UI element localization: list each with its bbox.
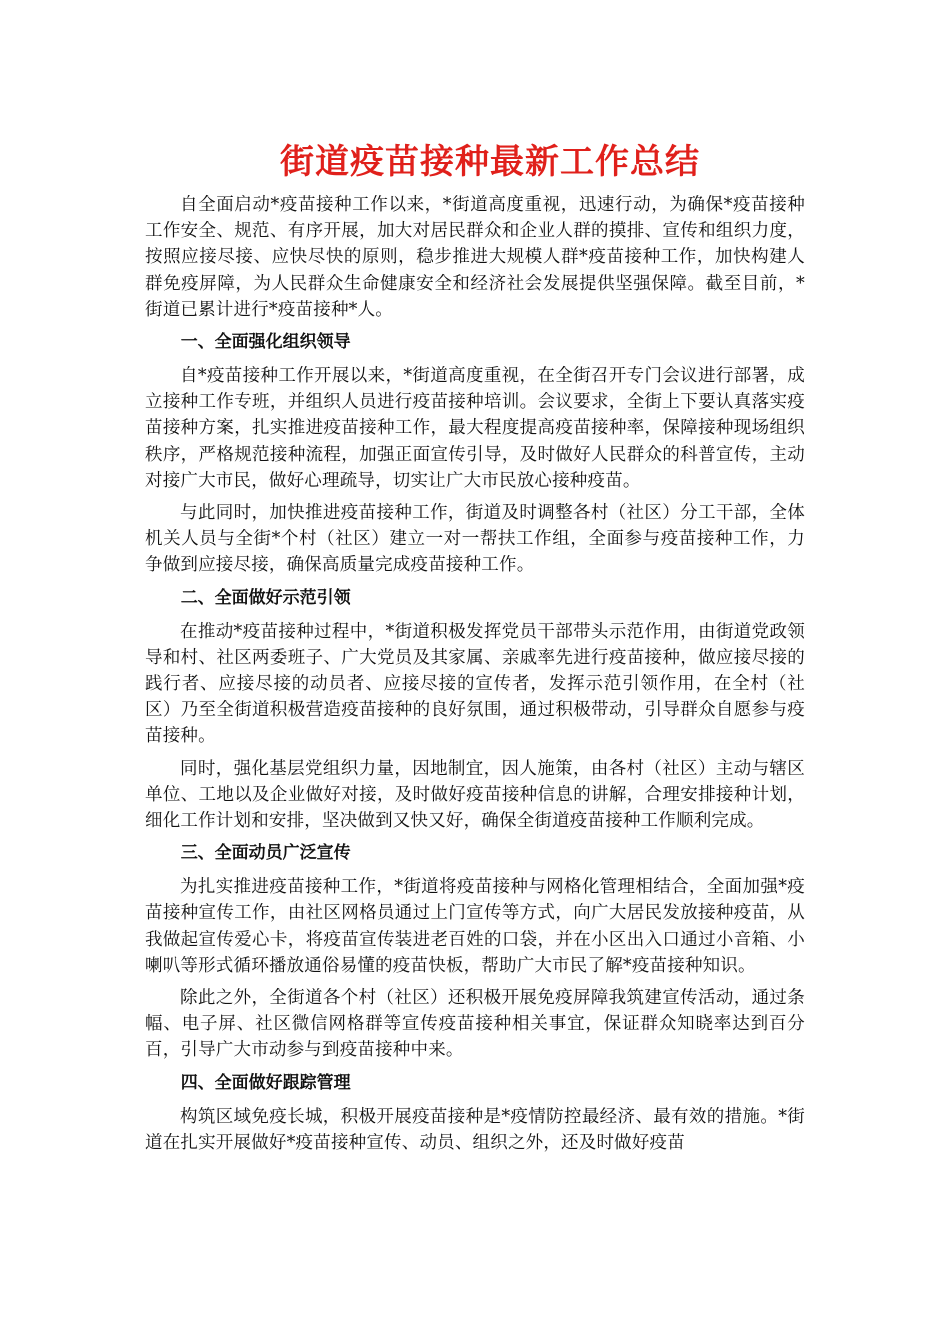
section-heading-3: 三、全面动员广泛宣传	[180, 843, 351, 864]
section-heading-2: 二、全面做好示范引领	[180, 587, 351, 608]
section-2-paragraph-2: 同时，强化基层党组织力量，因地制宜，因人施策，由各村（社区）主动与辖区单位、工地以及企业做好对接，及时做好疫苗接种信息的讲解，合理安排接种计划，细化工作计划和安排，坚决做到又快又好，确保全街道疫苗接种工作顺利完成。	[145, 758, 805, 832]
section-heading-1: 一、全面强化组织领导	[180, 332, 351, 353]
intro-paragraph: 自全面启动*疫苗接种工作以来，*街道高度重视，迅速行动，为确保*疫苗接种工作安全、规范、有序开展，加大对居民群众和企业人群的摸排、宣传和组织力度，按照应接尽接、应快尽快的原则，稳步推进大规模人群*疫苗接种工作，加快构建人群免疫屏障，为人民群众生命健康安全和经济社会发展提供坚强保障。截至目前，*街道已累计进行*疫苗接种*人。	[145, 195, 805, 320]
section-3-paragraph-2: 除此之外，全街道各个村（社区）还积极开展免疫屏障我筑建宣传活动，通过条幅、电子屏、社区微信网格群等宣传疫苗接种相关事宜，保证群众知晓率达到百分百，引导广大市动参与到疫苗接种中来。	[145, 988, 805, 1061]
section-heading-4: 四、全面做好跟踪管理	[180, 1072, 351, 1093]
section-3-paragraph-1: 为扎实推进疫苗接种工作，*街道将疫苗接种与网格化管理相结合，全面加强*疫苗接种宣传工作，由社区网格员通过上门宣传等方式，向广大居民发放接种疫苗，从我做起宣传爱心卡，将疫苗宣传装进老百姓的口袋，并在小区出入口通过小音箱、小喇叭等形式循环播放通俗易懂的疫苗快板，帮助广大市民了解*疫苗接种知识。	[145, 877, 805, 976]
section-1-paragraph-2: 与此同时，加快推进疫苗接种工作，街道及时调整各村（社区）分工干部，全体机关人员与全街*个村（社区）建立一对一帮扶工作组，全面参与疫苗接种工作，力争做到应接尽接，确保高质量完成疫苗接种工作。	[145, 503, 805, 576]
section-2-paragraph-1: 在推动*疫苗接种过程中，*街道积极发挥党员干部带头示范作用，由街道党政领导和村、社区两委班子、广大党员及其家属、亲戚率先进行疫苗接种，做应接尽接的践行者、应接尽接的动员者、应接尽接的宣传者，发挥示范引领作用，在全村（社区）乃至全街道积极营造疫苗接种的良好氛围，通过积极带动，引导群众自愿参与疫苗接种。	[145, 621, 805, 747]
section-4-paragraph-1: 构筑区域免疫长城，积极开展疫苗接种是*疫情防控最经济、最有效的措施。*街道在扎实开展做好*疫苗接种宣传、动员、组织之外，还及时做好疫苗	[145, 1106, 805, 1153]
document-title: 街道疫苗接种最新工作总结	[280, 142, 700, 182]
section-1-paragraph-1: 自*疫苗接种工作开展以来，*街道高度重视，在全街召开专门会议进行部署，成立接种工作专班，并组织人员进行疫苗接种培训。会议要求，全街上下要认真落实疫苗接种方案，扎实推进疫苗接种工作，最大程度提高疫苗接种率，保障接种现场组织秩序，严格规范接种流程，加强正面宣传引导，及时做好人民群众的科普宣传，主动对接广大市民，做好心理疏导，切实让广大市民放心接种疫苗。	[145, 366, 805, 491]
